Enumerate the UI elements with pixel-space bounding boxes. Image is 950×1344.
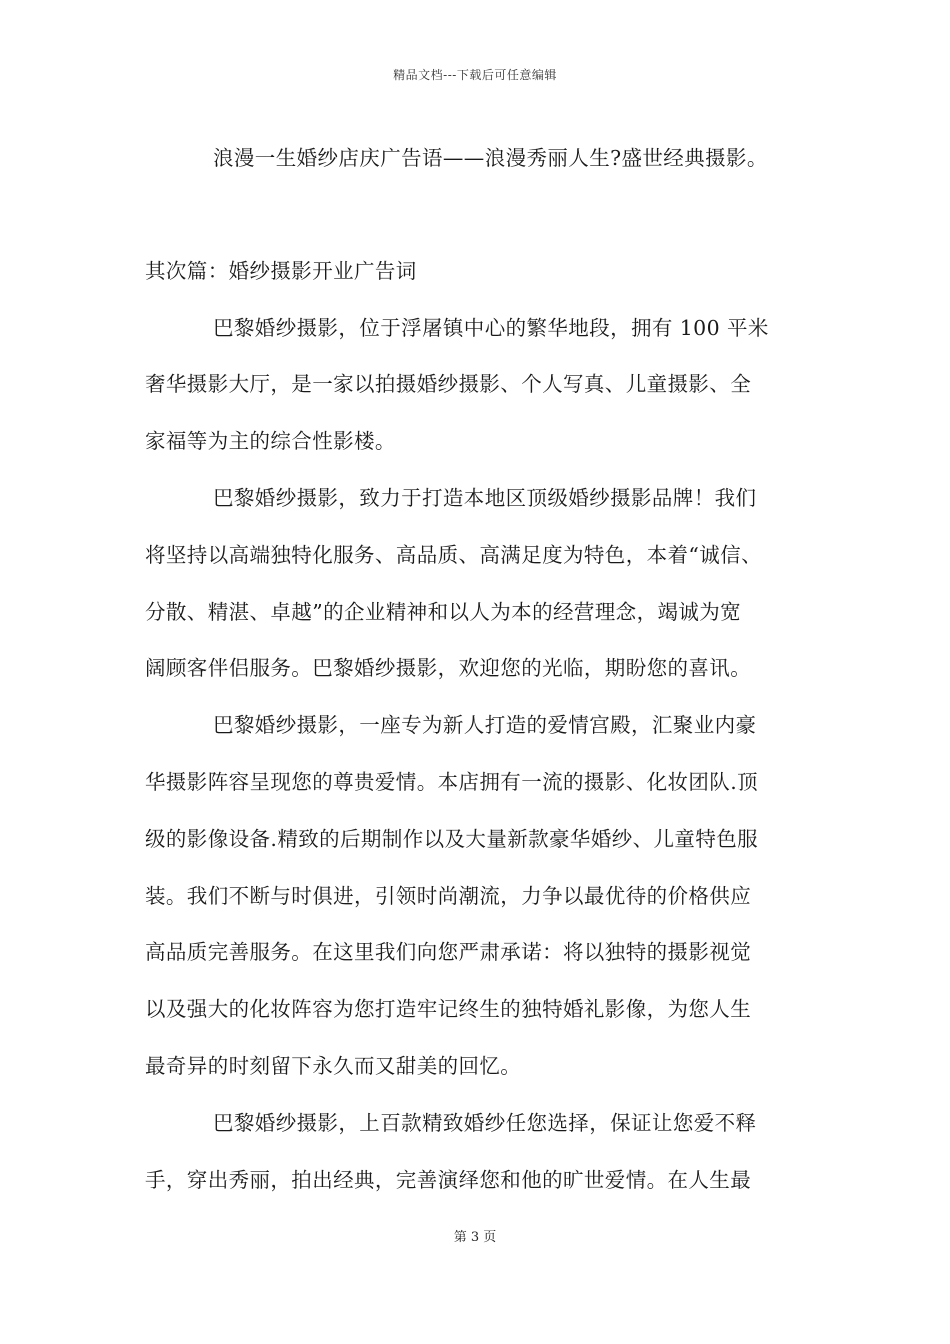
paragraph-line: 华摄影阵容呈现您的尊贵爱情。本店拥有一流的摄影、化妆团队.顶 [145, 769, 759, 794]
paragraph-line: 将坚持以高端独特化服务、高品质、高满足度为特色，本着“诚信、 [145, 542, 762, 567]
page-header: 精品文档---下载后可任意编辑 [393, 68, 557, 82]
paragraph-line: 以及强大的化妆阵容为您打造牢记终生的独特婚礼影像，为您人生 [145, 997, 752, 1022]
paragraph-line: 阔顾客伴侣服务。巴黎婚纱摄影，欢迎您的光临，期盼您的喜讯。 [145, 656, 752, 681]
document-body [145, 130, 825, 1208]
paragraph-line: 巴黎婚纱摄影，上百款精致婚纱任您选择，保证让您爱不释 [213, 1110, 757, 1135]
paragraph-line: 手，穿出秀丽，拍出经典，完善演绎您和他的旷世爱情。在人生最 [145, 1167, 752, 1192]
slogan-line: 浪漫一生婚纱店庆广告语——浪漫秀丽人生?盛世经典摄影。 [213, 146, 768, 170]
paragraph-line: 奢华摄影大厅，是一家以拍摄婚纱摄影、个人写真、儿童摄影、全 [145, 372, 752, 397]
paragraph-line: 巴黎婚纱摄影，一座专为新人打造的爱情宫殿，汇聚业内豪 [213, 713, 757, 738]
paragraph-line: 装。我们不断与时俱进，引领时尚潮流，力争以最优待的价格供应 [145, 883, 752, 908]
section-heading: 其次篇：婚纱摄影开业广告词 [145, 258, 417, 283]
paragraph-line: 高品质完善服务。在这里我们向您严肃承诺：将以独特的摄影视觉 [145, 940, 752, 965]
paragraph-line: 分散、精湛、卓越”的企业精神和以人为本的经营理念，竭诚为宽 [145, 599, 742, 624]
page-number: 第 3 页 [453, 1230, 497, 1245]
paragraph-line: 巴黎婚纱摄影，位于浮屠镇中心的繁华地段，拥有 100 平米 [213, 315, 769, 340]
paragraph-line: 巴黎婚纱摄影，致力于打造本地区顶级婚纱摄影品牌！我们 [213, 485, 757, 510]
blank-gap [145, 187, 825, 243]
paragraph-line: 家福等为主的综合性影楼。 [145, 429, 396, 454]
paragraph-line: 级的影像设备.精致的后期制作以及大量新款豪华婚纱、儿童特色服 [145, 826, 759, 851]
paragraph-line: 最奇异的时刻留下永久而又甜美的回忆。 [145, 1053, 522, 1078]
